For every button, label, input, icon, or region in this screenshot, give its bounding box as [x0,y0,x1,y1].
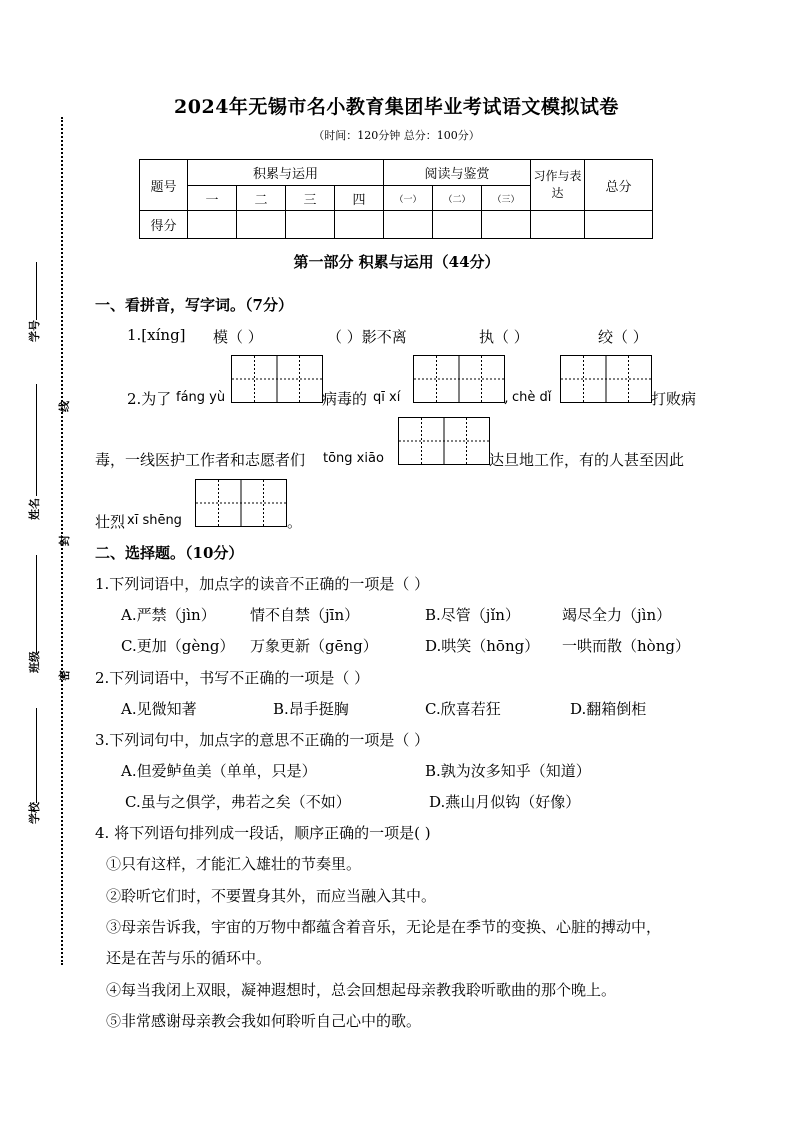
q2-text: 达旦地工作，有的人甚至因此 [489,451,685,469]
option: B.昂手挺胸 [273,700,349,718]
writing-grid[interactable] [560,355,652,403]
q2-4-stem: 4. 将下列语句排列成一段话，顺序正确的一项是( ) [95,824,431,842]
row-label-tihao: 题号 [140,160,188,211]
sentence-line: ②聆听它们时，不要置身其外，而应当融入其中。 [106,887,437,905]
score-cell[interactable] [384,211,433,239]
q2-line2: 毒，一线医护工作者和志愿者们 [95,451,306,469]
side-label-class: 班级 [28,651,41,673]
score-cell[interactable] [585,211,653,239]
q2-2-stem: 2.下列词语中，书写不正确的一项是（ ） [95,669,370,687]
col-3: 三 [286,186,335,211]
option: 万象更新（gēng） [250,637,378,655]
score-cell[interactable] [433,211,482,239]
score-cell[interactable] [531,211,585,239]
section2-heading: 二、选择题。（10分） [95,544,244,562]
school-blank [36,708,37,803]
option: C.更加（gèng） [121,637,235,655]
q1-item: （ ）影不离 [327,328,407,346]
sentence-line: ④每当我闭上双眼，凝神遐想时，总会回想起母亲教我聆听歌曲的那个晚上。 [106,981,617,999]
option: C.虽与之俱学，弗若之矣（不如） [125,793,351,811]
option: A.但爱鲈鱼美（单单，只是） [121,762,317,780]
option: B.孰为汝多知乎（知道） [425,762,591,780]
side-label-school: 学校 [28,802,41,824]
side-label-xian: 线 [58,401,71,412]
section1-heading: 一、看拼音，写字词。（7分） [95,296,293,314]
score-cell[interactable] [482,211,531,239]
class-blank [36,555,37,653]
sentence-line: 还是在苦与乐的循环中。 [106,949,272,967]
option: D.哄笑（hōng） [425,637,540,655]
q2-text: , [504,388,509,406]
q2-text: 病毒的 [322,390,368,408]
side-label-feng: 封 [58,535,71,546]
option: B.尽管（jǐn） [425,606,520,624]
score-cell[interactable] [286,211,335,239]
q1-item: 执（ ） [479,328,529,346]
side-label-name: 姓名 [28,498,41,520]
option: 一哄而散（hòng） [562,637,690,655]
sentence-line: ⑤非常感谢母亲教会我如何聆听自己心中的歌。 [106,1012,422,1030]
q2-3-stem: 3.下列词句中，加点字的意思不正确的一项是（ ） [95,731,430,749]
group-total: 总分 [585,160,653,211]
exam-title: 2024年无锡市名小教育集团毕业考试语文模拟试卷 [174,96,619,118]
pinyin-tongxiao: tōng xiāo [323,451,384,466]
q2-1-stem: 1.下列词语中，加点字的读音不正确的一项是（ ） [95,575,430,593]
option: A.严禁（jìn） [121,606,216,624]
q1-item: 绞（ ） [598,328,648,346]
row-label-score: 得分 [140,211,188,239]
pinyin-fangyu: fáng yù [176,390,226,405]
side-label-student-id: 学号 [28,320,41,342]
pinyin-qixi: qī xí [373,390,401,405]
name-blank [36,384,37,496]
q2-end: 。 [287,513,303,531]
score-table [139,159,653,239]
option: 竭尽全力（jìn） [562,606,672,624]
group-jilei: 积累与运用 [188,160,384,186]
q2-prefix: 2.为了 [127,390,172,408]
col-r2: （二） [433,186,482,211]
part1-title: 第一部分 积累与运用（44分） [293,253,500,271]
score-cell[interactable] [188,211,237,239]
writing-grid[interactable] [398,417,490,465]
side-label-mi: 密 [58,670,71,681]
q1-number: 1.[xíng] [127,326,186,344]
col-r1: （一） [384,186,433,211]
sentence-line: ③母亲告诉我，宇宙的万物中都蕴含着音乐，无论是在季节的变换、心脏的搏动中， [106,918,662,936]
option: 情不自禁（jīn） [250,606,360,624]
score-cell[interactable] [237,211,286,239]
exam-subtitle: （时间：120分钟 总分：100分） [313,129,480,142]
q2-line3: 壮烈 [95,513,126,531]
col-2: 二 [237,186,286,211]
q2-text: 打败病 [651,390,697,408]
sentence-line: ①只有这样，才能汇入雄壮的节奏里。 [106,855,362,873]
pinyin-chedi: chè dǐ [512,390,552,405]
option: C.欣喜若狂 [425,700,501,718]
score-cell[interactable] [335,211,384,239]
option: D.翻箱倒柜 [570,700,647,718]
group-xizuo: 习作与表达 [531,160,585,211]
option: D.燕山月似钩（好像） [429,793,581,811]
group-yuedu: 阅读与鉴赏 [384,160,531,186]
writing-grid[interactable] [195,479,287,527]
col-4: 四 [335,186,384,211]
writing-grid[interactable] [231,355,323,403]
col-1: 一 [188,186,237,211]
pinyin-xisheng: xī shēng [127,513,182,528]
col-r3: （三） [482,186,531,211]
writing-grid[interactable] [413,355,505,403]
option: A.见微知著 [121,700,197,718]
q1-item: 模（ ） [213,328,263,346]
